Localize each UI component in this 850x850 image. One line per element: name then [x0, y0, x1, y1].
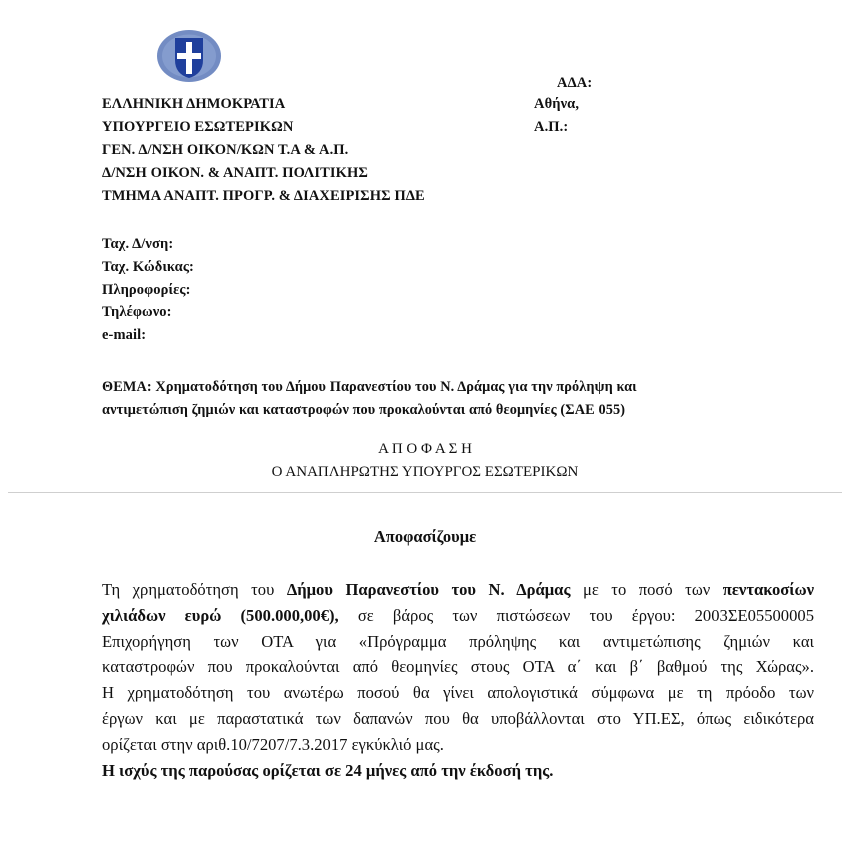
municipality-name: Δήμου Παρανεστίου του Ν. Δράμας [286, 580, 571, 599]
info-label: Πληροφορίες: [102, 282, 191, 298]
amount-text: χιλιάδων ευρώ (500.000,00€), [102, 605, 339, 625]
decide-heading: Αποφασίζουμε [373, 527, 477, 546]
amount-text: πεντακοσίων [722, 580, 814, 599]
body-text: με το ποσό των [570, 580, 723, 599]
body-line [102, 603, 814, 629]
issuer-line: ΥΠΟΥΡΓΕΙΟ ΕΣΩΤΕΡΙΚΩΝ [102, 119, 294, 135]
decision-title: Α Π Ο Φ Α Σ Η [378, 441, 472, 457]
postal-code-label: Ταχ. Κώδικας: [102, 259, 194, 275]
decision-body [102, 577, 814, 783]
ada-label: ΑΔΑ: [557, 75, 593, 91]
body-line [102, 577, 814, 603]
body-text: Τη χρηματοδότηση του [102, 580, 287, 599]
body-line: Η χρηματοδότηση του ανωτέρω ποσού θα γίνει απολογιστικά σύμφωνα με τη πρόοδο των [102, 683, 814, 703]
body-line: ορίζεται στην αριθ.10/7207/7.3.2017 εγκύκλιό μας. [102, 734, 444, 754]
postal-address-label: Ταχ. Δ/νση: [102, 236, 174, 252]
subject-line: αντιμετώπιση ζημιών και καταστροφών που προκαλούνται από θεομηνίες (ΣΑΕ 055) [102, 402, 626, 418]
body-line: Επιχορήγηση των ΟΤΑ για «Πρόγραμμα πρόληψης και αντιμετώπισης ζημιών και [102, 631, 814, 651]
greek-coat-of-arms-icon [155, 28, 223, 84]
divider-line [8, 492, 842, 493]
issuer-line: ΕΛΛΗΝΙΚΗ ΔΗΜΟΚΡΑΤΙΑ [102, 96, 286, 112]
issuer-line: ΓΕΝ. Δ/ΝΣΗ ΟΙΚΟΝ/ΚΩΝ Τ.Α & Α.Π. [102, 142, 349, 158]
validity-statement: Η ισχύς της παρούσας ορίζεται σε 24 μήνες από την έκδοσή της. [102, 760, 554, 780]
body-text: σε βάρος των πιστώσεων του έργου: 2003ΣΕ05500005 [338, 605, 814, 625]
phone-label: Τηλέφωνο: [102, 304, 172, 320]
issuer-line: Δ/ΝΣΗ ΟΙΚΟΝ. & ΑΝΑΠΤ. ΠΟΛΙΤΙΚΗΣ [102, 165, 368, 181]
body-line: έργων και με παραστατικά των δαπανών που θα υποβάλλονται στο ΥΠ.ΕΣ, όπως ειδικότερα [102, 708, 814, 728]
protocol-number-label: Α.Π.: [534, 119, 569, 135]
body-line: καταστροφών που προκαλούνται από θεομηνίες στους ΟΤΑ α΄ και β΄ βαθμού της Χώρας». [102, 657, 814, 677]
subject-line: ΘΕΜΑ: Χρηματοδότηση του Δήμου Παρανεστίου του Ν. Δράμας για την πρόληψη και [102, 379, 637, 395]
athens-date-label: Αθήνα, [534, 96, 580, 112]
email-label: e-mail: [102, 327, 147, 343]
issuer-line: ΤΜΗΜΑ ΑΝΑΠΤ. ΠΡΟΓΡ. & ΔΙΑΧΕΙΡΙΣΗΣ ΠΔΕ [102, 188, 425, 204]
decision-authority: Ο ΑΝΑΠΛΗΡΩΤΗΣ ΥΠΟΥΡΓΟΣ ΕΣΩΤΕΡΙΚΩΝ [271, 464, 579, 480]
